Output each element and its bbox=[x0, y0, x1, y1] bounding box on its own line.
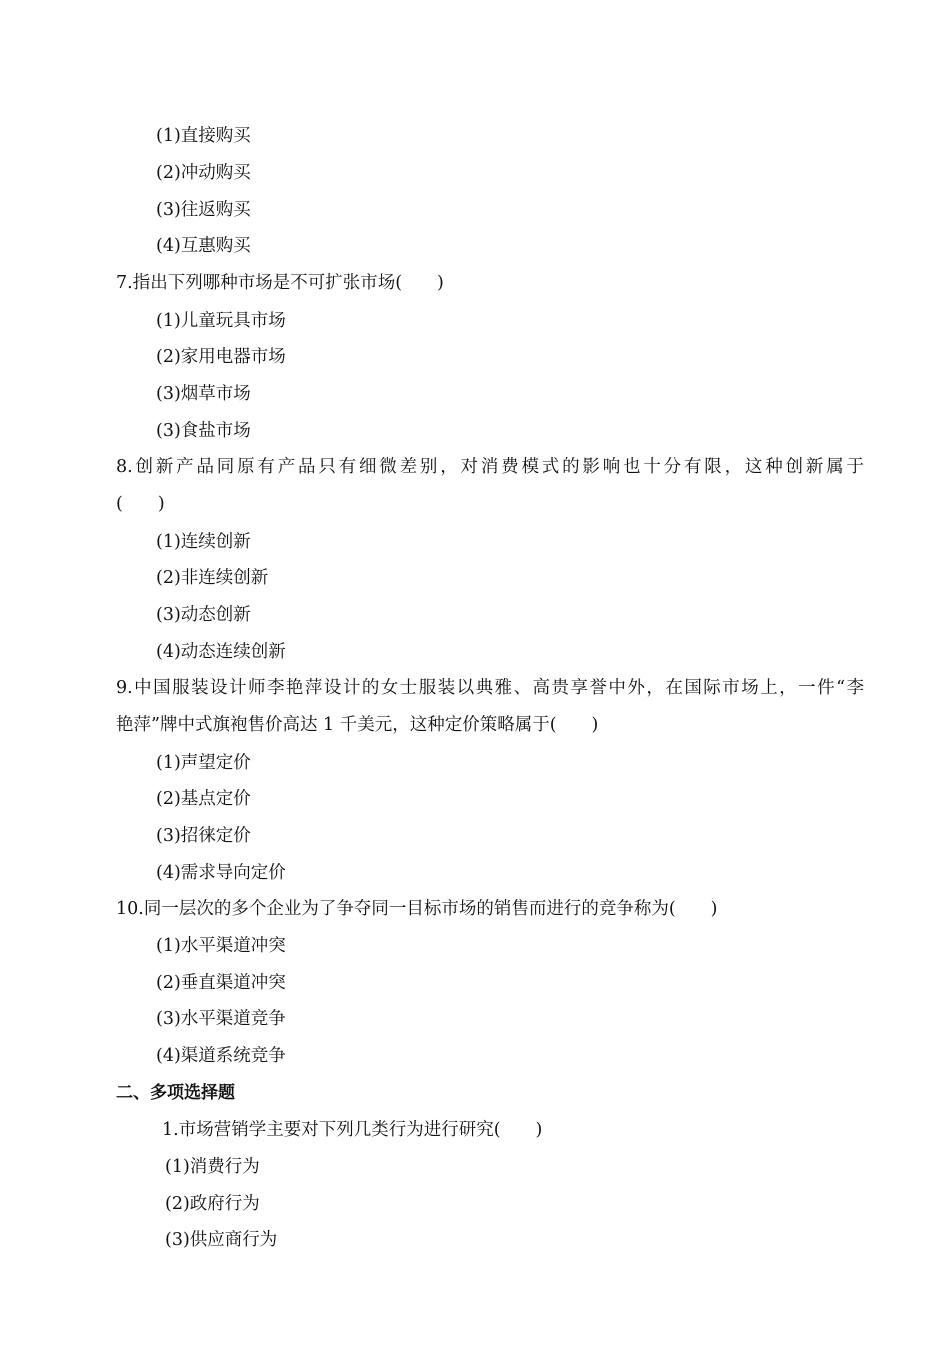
q10-stem: 10.同一层次的多个企业为了争夺同一目标市场的销售而进行的竞争称为( ) bbox=[116, 899, 718, 919]
q9-stem-line1: 9.中国服装设计师李艳萍设计的女士服装以典雅、高贵享誉中外，在国际市场上，一件“李 bbox=[116, 678, 864, 698]
q9-option-4: (4)需求导向定价 bbox=[156, 863, 286, 883]
q10-option-2: (2)垂直渠道冲突 bbox=[156, 973, 286, 993]
section-heading: 二、多项选择题 bbox=[116, 1083, 235, 1103]
q7-option-4: (3)食盐市场 bbox=[156, 421, 251, 441]
q8-stem-line1: 8.创新产品同原有产品只有细微差别，对消费模式的影响也十分有限，这种创新属于 bbox=[116, 457, 864, 477]
q7-stem: 7.指出下列哪种市场是不可扩张市场( ) bbox=[116, 273, 444, 293]
q7-option-2: (2)家用电器市场 bbox=[156, 347, 286, 367]
q9-stem-line2: 艳萍”牌中式旗袍售价高达 1 千美元，这种定价策略属于( ) bbox=[116, 715, 599, 735]
mq1-option-1: (1)消费行为 bbox=[165, 1157, 260, 1177]
q9-option-2: (2)基点定价 bbox=[156, 789, 251, 809]
q9-option-3: (3)招徕定价 bbox=[156, 826, 251, 846]
q6-option-2: (2)冲动购买 bbox=[156, 163, 251, 183]
q6-option-3: (3)往返购买 bbox=[156, 200, 251, 220]
q7-option-3: (3)烟草市场 bbox=[156, 384, 251, 404]
q8-option-2: (2)非连续创新 bbox=[156, 568, 269, 588]
mq1-option-2: (2)政府行为 bbox=[165, 1194, 260, 1214]
mq1-stem: 1.市场营销学主要对下列几类行为进行研究( ) bbox=[162, 1120, 543, 1140]
q8-option-4: (4)动态连续创新 bbox=[156, 642, 286, 662]
q6-option-4: (4)互惠购买 bbox=[156, 236, 251, 256]
q7-option-1: (1)儿童玩具市场 bbox=[156, 311, 286, 331]
q10-option-4: (4)渠道系统竞争 bbox=[156, 1046, 286, 1066]
q9-option-1: (1)声望定价 bbox=[156, 753, 251, 773]
q10-option-1: (1)水平渠道冲突 bbox=[156, 936, 286, 956]
q8-stem-line2: ( ) bbox=[116, 494, 165, 514]
q8-option-1: (1)连续创新 bbox=[156, 532, 251, 552]
mq1-option-3: (3)供应商行为 bbox=[165, 1230, 278, 1250]
q10-option-3: (3)水平渠道竞争 bbox=[156, 1009, 286, 1029]
q8-option-3: (3)动态创新 bbox=[156, 605, 251, 625]
q6-option-1: (1)直接购买 bbox=[156, 126, 251, 146]
